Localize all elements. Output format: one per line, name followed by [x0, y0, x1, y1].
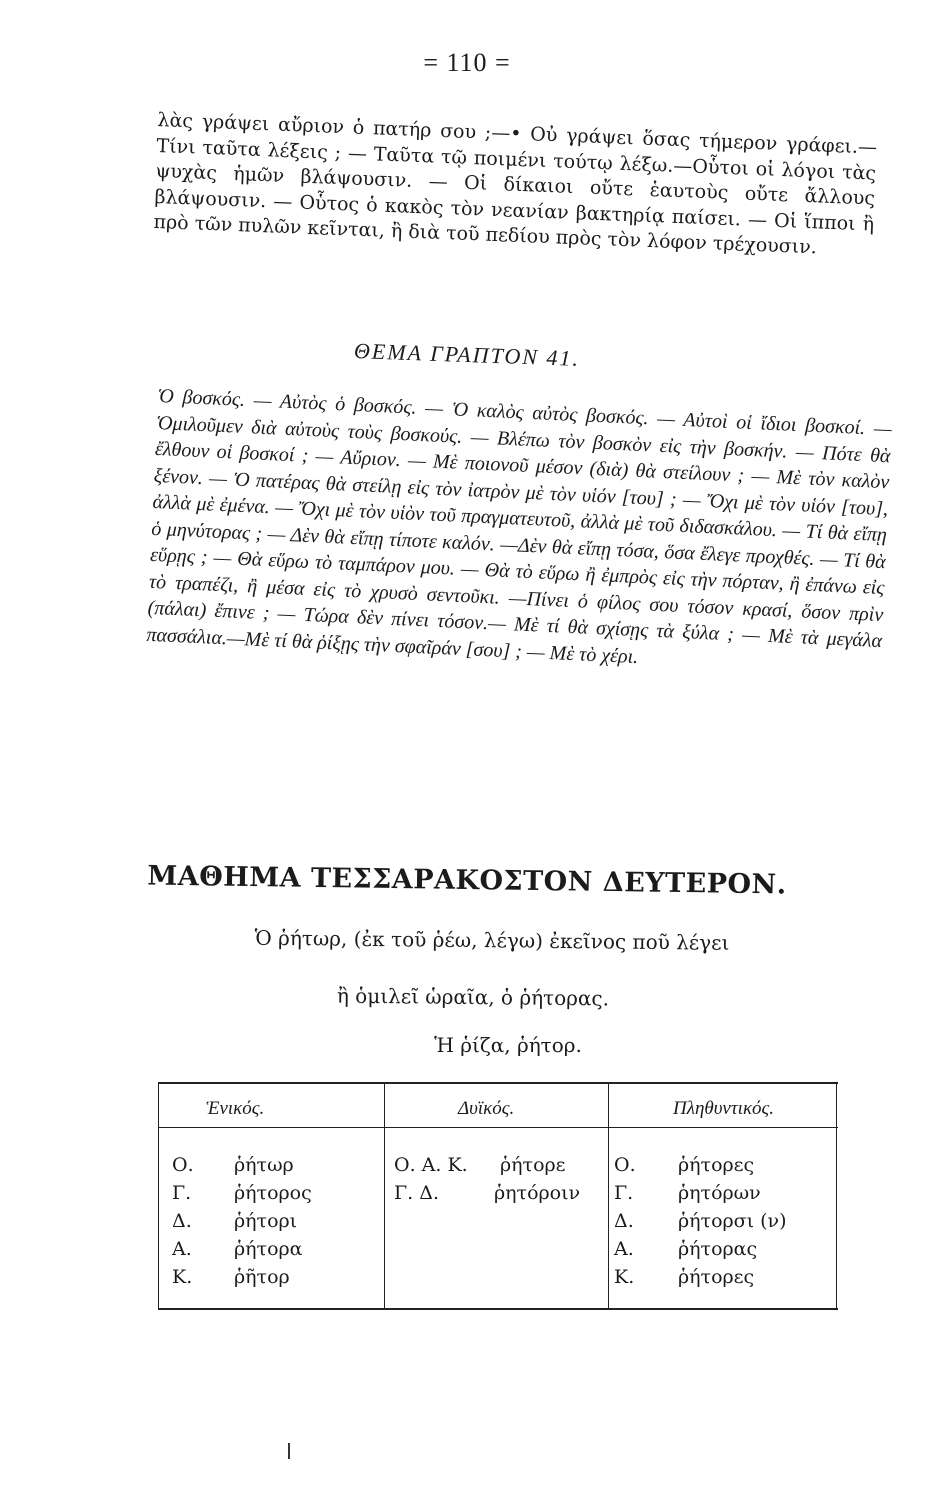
singular-case: Κ.	[172, 1266, 193, 1288]
dual-form: ῥήτορε	[500, 1154, 566, 1176]
header-singular: Ἑνικός.	[206, 1098, 265, 1119]
plural-case: Δ.	[614, 1210, 634, 1232]
header-rule	[158, 1127, 838, 1128]
table-border-right	[836, 1084, 837, 1308]
singular-form: ῥήτωρ	[234, 1154, 294, 1176]
singular-form: ῥήτορος	[234, 1182, 312, 1204]
exercise-title: ΘΕΜΑ ΓΡΑΠΤΟΝ 41.	[353, 338, 581, 371]
plural-form: ῥήτορσι (ν)	[678, 1210, 787, 1232]
definition-line-1: Ὁ ῥήτωρ, (ἐκ τοῦ ῥέω, λέγω) ἐκεῖνος ποῦ λέγει	[254, 925, 730, 955]
singular-case: Α.	[172, 1238, 192, 1260]
singular-case: Δ.	[172, 1210, 192, 1232]
lesson-heading: ΜΑΘΗΜΑ ΤΕΣΣΑΡΑΚΟΣΤΟΝ ΔΕΥΤΕΡΟΝ.	[147, 860, 787, 901]
dual-case: Ο. Α. Κ.	[394, 1154, 468, 1176]
singular-form: ῥήτορι	[234, 1210, 298, 1232]
plural-case: Γ.	[614, 1182, 634, 1204]
table-border-left	[158, 1084, 159, 1308]
header-plural: Πληθυντικός.	[673, 1098, 775, 1119]
root-line: Ἡ ῥίζα, ῥήτορ.	[434, 1033, 582, 1057]
singular-case: Γ.	[172, 1182, 192, 1204]
singular-case: Ο.	[172, 1154, 194, 1176]
plural-case: Ο.	[614, 1154, 636, 1176]
reading-paragraph: λὰς γράψει αὔριον ὁ πατήρ σου ;—• Οὐ γράψει ὅσας τήμερον γράφει.— Τίνι ταῦτα λέξεις ; — Ταῦτα τῷ ποιμένι τούτῳ λέξω.—Οὗτοι οἱ λόγοι τὰς ψυχὰς ἡμῶν βλάψουσιν. — Οἱ δίκαιοι οὔτε ἑαυτοὺς οὔτε ἄλλους βλάψουσιν. — Οὗτος ὁ κακὸς τὸν νεανίαν βακτηρίᾳ παίσει. — Οἱ ἵπποι ἢ πρὸ τῶν πυλῶν κεῖνται, ἢ διὰ τοῦ πεδίου πρὸς τὸν λόφον τρέχουσιν.	[153, 108, 878, 259]
ink-speck	[288, 1443, 290, 1459]
singular-form: ῥήτορα	[234, 1238, 303, 1260]
singular-form: ῥῆτορ	[234, 1266, 290, 1288]
plural-form: ῥήτορες	[678, 1266, 755, 1288]
plural-form: ῥήτορες	[678, 1154, 755, 1176]
column-divider	[384, 1084, 385, 1308]
header-dual: Δυϊκός.	[458, 1098, 515, 1119]
plural-case: Κ.	[614, 1266, 635, 1288]
column-divider	[608, 1084, 609, 1308]
plural-case: Α.	[614, 1238, 634, 1260]
exercise-paragraph: Ὁ βοσκός. — Αὐτὸς ὁ βοσκός. — Ὁ καλὸς αὐτὸς βοσκός. — Αὐτοὶ οἱ ἴδιοι βοσκοί. — Ὁμιλοῦμεν διὰ αὐτοὺς τοὺς βοσκούς. — Βλέπω τὸν βοσκὸν εἰς τὴν βοσκήν. — Πότε θὰ ἔλθουν οἱ βοσκοί ; — Αὔριον. — Μὲ ποιονοῦ μέσον (διὰ) θὰ στείλουν ; — Μὲ τὸν καλὸν ξένον. — Ὁ πατέρας θὰ στείλῃ εἰς τὸν ἰατρὸν μὲ τὸν υἱόν [του] ; — Ὄχι μὲ τὸν υἱόν [του], ἀλλὰ μὲ ἐμένα. — Ὄχι μὲ τὸν υἱὸν τοῦ πραγματευτοῦ, ἀλλὰ μὲ τοῦ διδασκάλου. — Τί θὰ εἴπῃ ὁ μηνύτορας ; — Δὲν θὰ εἴπῃ τίποτε καλόν. —Δὲν θὰ εἴπῃ τόσα, ὅσα ἔλεγε προχθές. — Τί θὰ εὕρῃς ; — Θὰ εὕρω τὸ ταμπάρον μου. — Θὰ τὸ εὕρω ἢ ἐμπρὸς εἰς τὴν πόρταν, ἢ ἐπάνω εἰς τὸ τραπέζι, ἢ μέσα εἰς τὸ χρυσὸ σεντοῦκι. —Πίνει ὁ φίλος σου τόσον κρασί, ὅσον πρὶν (πάλαι) ἔπινε ; — Τώρα δὲν πίνει τόσον.— Μὲ τί θὰ σχίσῃς τὰ ξύλα ; — Μὲ τὰ μεγάλα πασσάλια.—Μὲ τί θὰ ῥίξῃς τὴν σφαῖράν [σου] ; — Μὲ τὸ χέρι.	[146, 384, 893, 668]
plural-form: ῥητόρων	[678, 1182, 761, 1204]
declension-table	[158, 1082, 838, 1310]
definition-line-2: ἢ ὁμιλεῖ ὡραῖα, ὁ ῥήτορας.	[336, 983, 610, 1011]
dual-form: ῥητόροιν	[494, 1182, 581, 1204]
dual-case: Γ. Δ.	[394, 1182, 440, 1204]
plural-form: ῥήτορας	[678, 1238, 758, 1260]
page-number: = 110 =	[423, 48, 511, 77]
